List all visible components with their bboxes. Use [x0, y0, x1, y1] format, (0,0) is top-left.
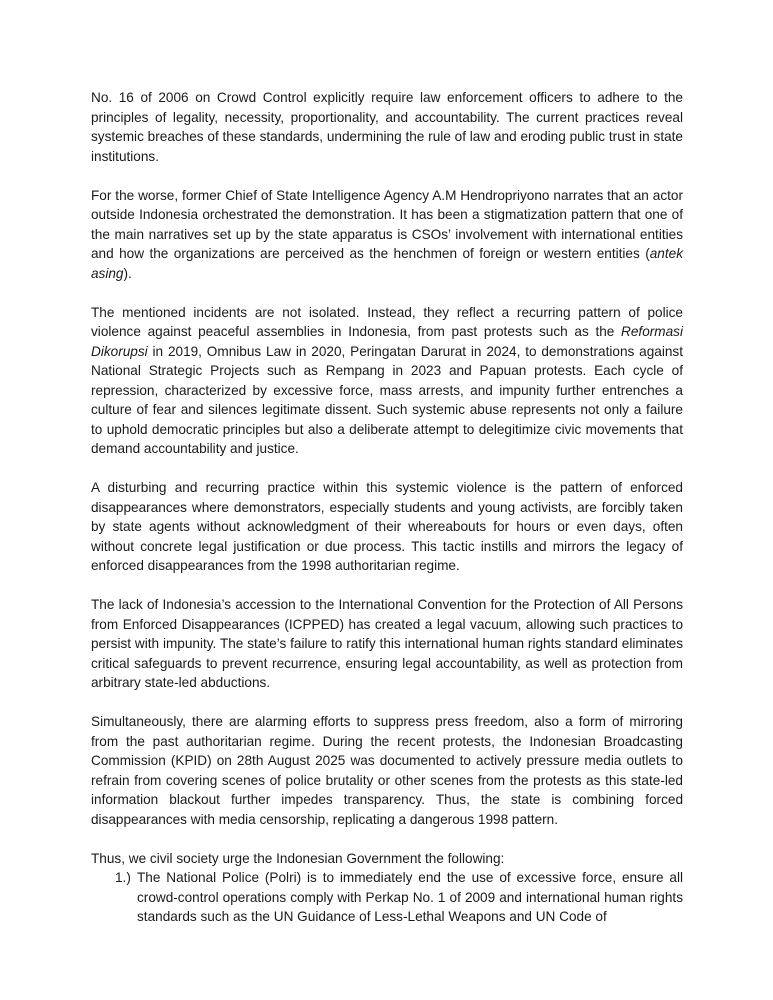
demand-number: 1.) [115, 870, 131, 885]
paragraph-text: The lack of Indonesia’s accession to the International Convention for the Protection of All Persons from Enforced Disappearances (ICPPED) has created a legal vacuum, allowing such practices to persist with impunity. The state’s failure to ratify this international human rights standard eliminates critical safeguards to prevent recurrence, ensuring legal accountability, as well as protection from arbitrary state-led abductions. [91, 597, 683, 690]
demands-intro: Thus, we civil society urge the Indonesian Government the following: [91, 850, 505, 866]
document-page [91, 88, 683, 927]
body-paragraph [91, 303, 683, 459]
paragraph-text: ). [123, 265, 132, 281]
paragraph-text: No. 16 of 2006 on Crowd Control explicitly require law enforcement officers to adhere to the principles of legality, necessity, proportionality, and accountability. The current practices reveal systemic breaches of these standards, undermining the rule of law and eroding public trust in state institutions. [91, 90, 683, 164]
paragraph-text: For the worse, former Chief of State Intelligence Agency A.M Hendropriyono narrates that an actor outside Indonesia orchestrated the demonstration. It has been a stigmatization pattern that one of the main narratives set up by the state apparatus is CSOs’ involvement with international entities and how the organizations are perceived as the henchmen of foreign or western entities ( [91, 187, 683, 261]
paragraph-text: in 2019, Omnibus Law in 2020, Peringatan Darurat in 2024, to demonstrations against National Strategic Projects such as Rempang in 2023 and Papuan protests. Each cycle of repression, characterized by excessive force, mass arrests, and impunity further entrenches a culture of fear and silences legitimate dissent. Such systemic abuse represents not only a failure to uphold democratic principles but also a deliberate attempt to delegitimize civic movements that demand accountability and justice. [91, 343, 683, 456]
body-paragraph [91, 595, 683, 693]
paragraph-text: A disturbing and recurring practice within this systemic violence is the pattern of enforced disappearances where demonstrators, especially students and young activists, are forcibly taken by state agents without acknowledgment of their whereabouts for hours or even days, often without concrete legal justification or due process. This tactic instills and mirrors the legacy of enforced disappearances from the 1998 authoritarian regime. [91, 480, 683, 573]
paragraph-text: Simultaneously, there are alarming efforts to suppress press freedom, also a form of mirroring from the past authoritarian regime. During the recent protests, the Indonesian Broadcasting Commission (KPID) on 28th August 2025 was documented to actively pressure media outlets to refrain from covering scenes of police brutality or other scenes from the protests as this state-led information blackout further impedes transparency. Thus, the state is combining forced disappearances with media censorship, replicating a dangerous 1998 pattern. [91, 714, 683, 827]
body-paragraph [91, 88, 683, 166]
body-paragraph [91, 712, 683, 829]
body-paragraph [91, 478, 683, 576]
demands-list [91, 868, 683, 927]
body-paragraphs [91, 88, 683, 829]
paragraph-text: The mentioned incidents are not isolated. Instead, they reflect a recurring pattern of police violence against peaceful assemblies in Indonesia, from past protests such as the [91, 304, 683, 339]
demand-text: The National Police (Polri) is to immediately end the use of excessive force, ensure all crowd-control operations comply with Perkap No. 1 of 2009 and international human rights standards such as the UN Guidance of Less-Lethal Weapons and UN Code of [137, 870, 683, 924]
demand-item [115, 868, 683, 927]
italic-term: Reformasi Dikorupsi [91, 324, 683, 359]
italic-term: antek asing [91, 246, 683, 281]
body-paragraph [91, 186, 683, 284]
